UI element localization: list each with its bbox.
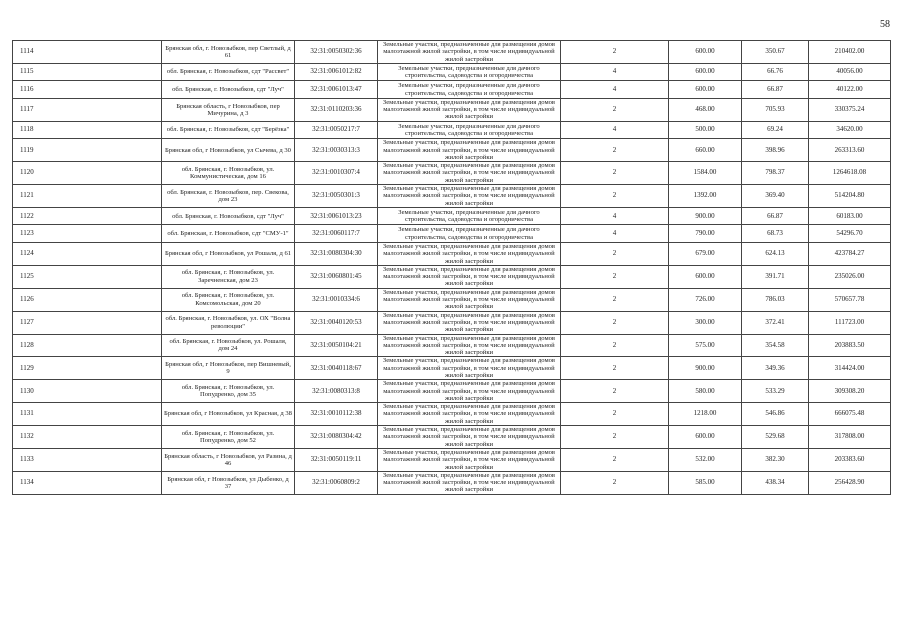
cadastral-value-cell: 54296.70 [809, 225, 891, 243]
address-cell: обл. Брянская, г. Новозыбков, сдт "Рассвет" [162, 63, 295, 81]
land-purpose-cell: Земельные участки, предназначенные для дачного строительства, садоводства и огородничества [378, 81, 561, 99]
group-count-cell: 2 [561, 357, 669, 380]
group-count-cell: 2 [561, 98, 669, 121]
specific-value-cell: 529.68 [742, 426, 809, 449]
group-count-cell: 4 [561, 81, 669, 99]
specific-value-cell: 69.24 [742, 121, 809, 139]
table-row [13, 265, 891, 288]
group-count-cell: 2 [561, 403, 669, 426]
address-cell: обл. Брянская, г. Новозыбков, ул. Попудренко, дом 35 [162, 380, 295, 403]
table-row [13, 207, 891, 225]
specific-value-cell: 786.03 [742, 288, 809, 311]
area-cell: 679.00 [669, 242, 742, 265]
table-row [13, 63, 891, 81]
row-number: 1119 [13, 139, 162, 162]
cadastral-value-cell: 203383.60 [809, 448, 891, 471]
cadastral-value-cell: 235026.00 [809, 265, 891, 288]
area-cell: 900.00 [669, 207, 742, 225]
row-number: 1123 [13, 225, 162, 243]
cadastral-number-cell: 32:31:0061012:82 [295, 63, 378, 81]
row-number: 1124 [13, 242, 162, 265]
cadastral-number-cell: 32:31:0040118:67 [295, 357, 378, 380]
group-count-cell: 2 [561, 311, 669, 334]
row-number: 1120 [13, 162, 162, 185]
cadastral-value-cell: 210402.00 [809, 41, 891, 64]
land-purpose-cell: Земельные участки, предназначенные для размещения домов малоэтажной жилой застройки, в том числе индивидуальной жилой застройки [378, 288, 561, 311]
group-count-cell: 2 [561, 242, 669, 265]
cadastral-number-cell: 32:31:0030313:3 [295, 139, 378, 162]
table-row [13, 185, 891, 208]
specific-value-cell: 624.13 [742, 242, 809, 265]
table-row [13, 357, 891, 380]
area-cell: 900.00 [669, 357, 742, 380]
address-cell: Брянская обл, г Новозыбков, ул Красная, д 38 [162, 403, 295, 426]
row-number: 1125 [13, 265, 162, 288]
table-row [13, 403, 891, 426]
group-count-cell: 4 [561, 207, 669, 225]
cadastral-value-cell: 309308.20 [809, 380, 891, 403]
table-row [13, 139, 891, 162]
row-number: 1131 [13, 403, 162, 426]
land-purpose-cell: Земельные участки, предназначенные для размещения домов малоэтажной жилой застройки, в том числе индивидуальной жилой застройки [378, 98, 561, 121]
cadastral-number-cell: 32:31:0060801:45 [295, 265, 378, 288]
cadastral-value-cell: 317808.00 [809, 426, 891, 449]
address-cell: Брянская область, г Новозыбков, пер Мичурина, д 3 [162, 98, 295, 121]
area-cell: 1218.00 [669, 403, 742, 426]
area-cell: 600.00 [669, 426, 742, 449]
cadastral-value-cell: 314424.00 [809, 357, 891, 380]
specific-value-cell: 705.93 [742, 98, 809, 121]
land-purpose-cell: Земельные участки, предназначенные для дачного строительства, садоводства и огородничества [378, 225, 561, 243]
area-cell: 300.00 [669, 311, 742, 334]
address-cell: Брянская обл, г Новозыбков, пер Вишневый, 9 [162, 357, 295, 380]
cadastral-value-cell: 570657.78 [809, 288, 891, 311]
table-row [13, 121, 891, 139]
specific-value-cell: 382.30 [742, 448, 809, 471]
cadastral-value-cell: 330375.24 [809, 98, 891, 121]
group-count-cell: 2 [561, 426, 669, 449]
cadastral-value-cell: 111723.00 [809, 311, 891, 334]
row-number: 1118 [13, 121, 162, 139]
land-purpose-cell: Земельные участки, предназначенные для размещения домов малоэтажной жилой застройки, в том числе индивидуальной жилой застройки [378, 185, 561, 208]
page-number: 58 [880, 19, 890, 30]
row-number: 1121 [13, 185, 162, 208]
specific-value-cell: 372.41 [742, 311, 809, 334]
row-number: 1128 [13, 334, 162, 357]
area-cell: 600.00 [669, 81, 742, 99]
cadastral-value-cell: 40056.00 [809, 63, 891, 81]
row-number: 1114 [13, 41, 162, 64]
address-cell: обл. Брянская, г. Новозыбков, ул. Попудренко, дом 52 [162, 426, 295, 449]
address-cell: Брянская обл, г Новозыбков, ул Сычева, д 30 [162, 139, 295, 162]
area-cell: 660.00 [669, 139, 742, 162]
group-count-cell: 2 [561, 139, 669, 162]
land-purpose-cell: Земельные участки, предназначенные для размещения домов малоэтажной жилой застройки, в том числе индивидуальной жилой застройки [378, 41, 561, 64]
specific-value-cell: 438.34 [742, 471, 809, 494]
address-cell: Брянская обл, г Новозыбков, ул Дыбенко, д 37 [162, 471, 295, 494]
area-cell: 600.00 [669, 63, 742, 81]
cadastral-number-cell: 32:31:0010112:38 [295, 403, 378, 426]
address-cell: обл. Брянская, г. Новозыбков, сдт "Луч" [162, 81, 295, 99]
specific-value-cell: 398.96 [742, 139, 809, 162]
address-cell: обл. Брянская, г. Новозыбков, пер. Свекова, дом 23 [162, 185, 295, 208]
table-row [13, 426, 891, 449]
address-cell: Брянская обл, г. Новозыбков, пер Светлый, д 61 [162, 41, 295, 64]
specific-value-cell: 350.67 [742, 41, 809, 64]
cadastral-number-cell: 32:31:0050301:3 [295, 185, 378, 208]
land-purpose-cell: Земельные участки, предназначенные для дачного строительства, садоводства и огородничества [378, 121, 561, 139]
table-row [13, 41, 891, 64]
row-number: 1132 [13, 426, 162, 449]
land-purpose-cell: Земельные участки, предназначенные для размещения домов малоэтажной жилой застройки, в том числе индивидуальной жилой застройки [378, 357, 561, 380]
cadastral-number-cell: 32:31:0061013:23 [295, 207, 378, 225]
row-number: 1116 [13, 81, 162, 99]
area-cell: 790.00 [669, 225, 742, 243]
address-cell: обл. Брянская, г. Новозыбков, ул. Заречненская, дом 23 [162, 265, 295, 288]
specific-value-cell: 66.76 [742, 63, 809, 81]
land-purpose-cell: Земельные участки, предназначенные для размещения домов малоэтажной жилой застройки, в том числе индивидуальной жилой застройки [378, 311, 561, 334]
area-cell: 532.00 [669, 448, 742, 471]
cadastral-value-cell: 1264618.08 [809, 162, 891, 185]
cadastral-value-cell: 256428.90 [809, 471, 891, 494]
table-row [13, 81, 891, 99]
land-purpose-cell: Земельные участки, предназначенные для размещения домов малоэтажной жилой застройки, в том числе индивидуальной жилой застройки [378, 265, 561, 288]
land-purpose-cell: Земельные участки, предназначенные для размещения домов малоэтажной жилой застройки, в том числе индивидуальной жилой застройки [378, 426, 561, 449]
table-row [13, 98, 891, 121]
cadastral-value-cell: 60183.00 [809, 207, 891, 225]
cadastral-number-cell: 32:31:0050302:36 [295, 41, 378, 64]
address-cell: обл. Брянская, г. Новозыбков, ул. Комсомольская, дом 20 [162, 288, 295, 311]
row-number: 1130 [13, 380, 162, 403]
area-cell: 580.00 [669, 380, 742, 403]
group-count-cell: 2 [561, 334, 669, 357]
group-count-cell: 4 [561, 225, 669, 243]
table-row [13, 448, 891, 471]
cadastral-number-cell: 32:31:0061013:47 [295, 81, 378, 99]
land-registry-table [12, 40, 891, 495]
address-cell: Брянская область, г Новозыбков, ул Разина, д 46 [162, 448, 295, 471]
specific-value-cell: 533.29 [742, 380, 809, 403]
table-row [13, 311, 891, 334]
group-count-cell: 4 [561, 121, 669, 139]
area-cell: 1392.00 [669, 185, 742, 208]
specific-value-cell: 546.86 [742, 403, 809, 426]
row-number: 1127 [13, 311, 162, 334]
cadastral-number-cell: 32:31:0060809:2 [295, 471, 378, 494]
land-purpose-cell: Земельные участки, предназначенные для размещения домов малоэтажной жилой застройки, в том числе индивидуальной жилой застройки [378, 471, 561, 494]
address-cell: обл. Брянская, г. Новозыбков, ул. ОХ "Волна революции" [162, 311, 295, 334]
area-cell: 600.00 [669, 265, 742, 288]
group-count-cell: 2 [561, 471, 669, 494]
address-cell: обл. Брянская, г. Новозыбков, сдт "СМУ-1" [162, 225, 295, 243]
cadastral-value-cell: 666075.48 [809, 403, 891, 426]
specific-value-cell: 798.37 [742, 162, 809, 185]
specific-value-cell: 369.40 [742, 185, 809, 208]
group-count-cell: 2 [561, 162, 669, 185]
land-purpose-cell: Земельные участки, предназначенные для размещения домов малоэтажной жилой застройки, в том числе индивидуальной жилой застройки [378, 162, 561, 185]
land-purpose-cell: Земельные участки, предназначенные для размещения домов малоэтажной жилой застройки, в том числе индивидуальной жилой застройки [378, 380, 561, 403]
group-count-cell: 2 [561, 185, 669, 208]
group-count-cell: 2 [561, 265, 669, 288]
area-cell: 575.00 [669, 334, 742, 357]
cadastral-number-cell: 32:31:0080304:42 [295, 426, 378, 449]
address-cell: обл. Брянская, г. Новозыбков, сдт "Берёзка" [162, 121, 295, 139]
group-count-cell: 2 [561, 41, 669, 64]
cadastral-number-cell: 32:31:0050104:21 [295, 334, 378, 357]
table-row [13, 162, 891, 185]
cadastral-number-cell: 32:31:0080304:30 [295, 242, 378, 265]
area-cell: 726.00 [669, 288, 742, 311]
row-number: 1129 [13, 357, 162, 380]
specific-value-cell: 66.87 [742, 81, 809, 99]
group-count-cell: 4 [561, 63, 669, 81]
cadastral-number-cell: 32:31:0060117:7 [295, 225, 378, 243]
row-number: 1117 [13, 98, 162, 121]
cadastral-number-cell: 32:31:0110203:36 [295, 98, 378, 121]
address-cell: Брянская обл, г Новозыбков, ул Рошаля, д 61 [162, 242, 295, 265]
cadastral-number-cell: 32:31:0010307:4 [295, 162, 378, 185]
cadastral-number-cell: 32:31:0010334:6 [295, 288, 378, 311]
area-cell: 600.00 [669, 41, 742, 64]
area-cell: 1584.00 [669, 162, 742, 185]
row-number: 1122 [13, 207, 162, 225]
table-row [13, 334, 891, 357]
land-purpose-cell: Земельные участки, предназначенные для дачного строительства, садоводства и огородничества [378, 63, 561, 81]
area-cell: 468.00 [669, 98, 742, 121]
land-purpose-cell: Земельные участки, предназначенные для размещения домов малоэтажной жилой застройки, в том числе индивидуальной жилой застройки [378, 334, 561, 357]
cadastral-value-cell: 40122.00 [809, 81, 891, 99]
specific-value-cell: 66.87 [742, 207, 809, 225]
cadastral-number-cell: 32:31:0040120:53 [295, 311, 378, 334]
row-number: 1115 [13, 63, 162, 81]
group-count-cell: 2 [561, 448, 669, 471]
row-number: 1134 [13, 471, 162, 494]
cadastral-value-cell: 514204.80 [809, 185, 891, 208]
cadastral-number-cell: 32:31:0050217:7 [295, 121, 378, 139]
land-purpose-cell: Земельные участки, предназначенные для размещения домов малоэтажной жилой застройки, в том числе индивидуальной жилой застройки [378, 242, 561, 265]
specific-value-cell: 68.73 [742, 225, 809, 243]
table-row [13, 380, 891, 403]
land-purpose-cell: Земельные участки, предназначенные для размещения домов малоэтажной жилой застройки, в том числе индивидуальной жилой застройки [378, 403, 561, 426]
row-number: 1126 [13, 288, 162, 311]
area-cell: 500.00 [669, 121, 742, 139]
cadastral-number-cell: 32:31:0080313:8 [295, 380, 378, 403]
group-count-cell: 2 [561, 380, 669, 403]
land-purpose-cell: Земельные участки, предназначенные для размещения домов малоэтажной жилой застройки, в том числе индивидуальной жилой застройки [378, 448, 561, 471]
table-row [13, 225, 891, 243]
address-cell: обл. Брянская, г. Новозыбков, ул. Коммунистическая, дом 16 [162, 162, 295, 185]
specific-value-cell: 349.36 [742, 357, 809, 380]
cadastral-value-cell: 423784.27 [809, 242, 891, 265]
table-row [13, 242, 891, 265]
specific-value-cell: 354.58 [742, 334, 809, 357]
cadastral-number-cell: 32:31:0050119:11 [295, 448, 378, 471]
land-purpose-cell: Земельные участки, предназначенные для размещения домов малоэтажной жилой застройки, в том числе индивидуальной жилой застройки [378, 139, 561, 162]
address-cell: обл. Брянская, г. Новозыбков, сдт "Луч" [162, 207, 295, 225]
table-row [13, 288, 891, 311]
cadastral-value-cell: 203883.50 [809, 334, 891, 357]
cadastral-value-cell: 34620.00 [809, 121, 891, 139]
cadastral-value-cell: 263313.60 [809, 139, 891, 162]
land-purpose-cell: Земельные участки, предназначенные для дачного строительства, садоводства и огородничества [378, 207, 561, 225]
table-row [13, 471, 891, 494]
specific-value-cell: 391.71 [742, 265, 809, 288]
group-count-cell: 2 [561, 288, 669, 311]
address-cell: обл. Брянская, г. Новозыбков, ул. Рошаля, дом 24 [162, 334, 295, 357]
row-number: 1133 [13, 448, 162, 471]
area-cell: 585.00 [669, 471, 742, 494]
